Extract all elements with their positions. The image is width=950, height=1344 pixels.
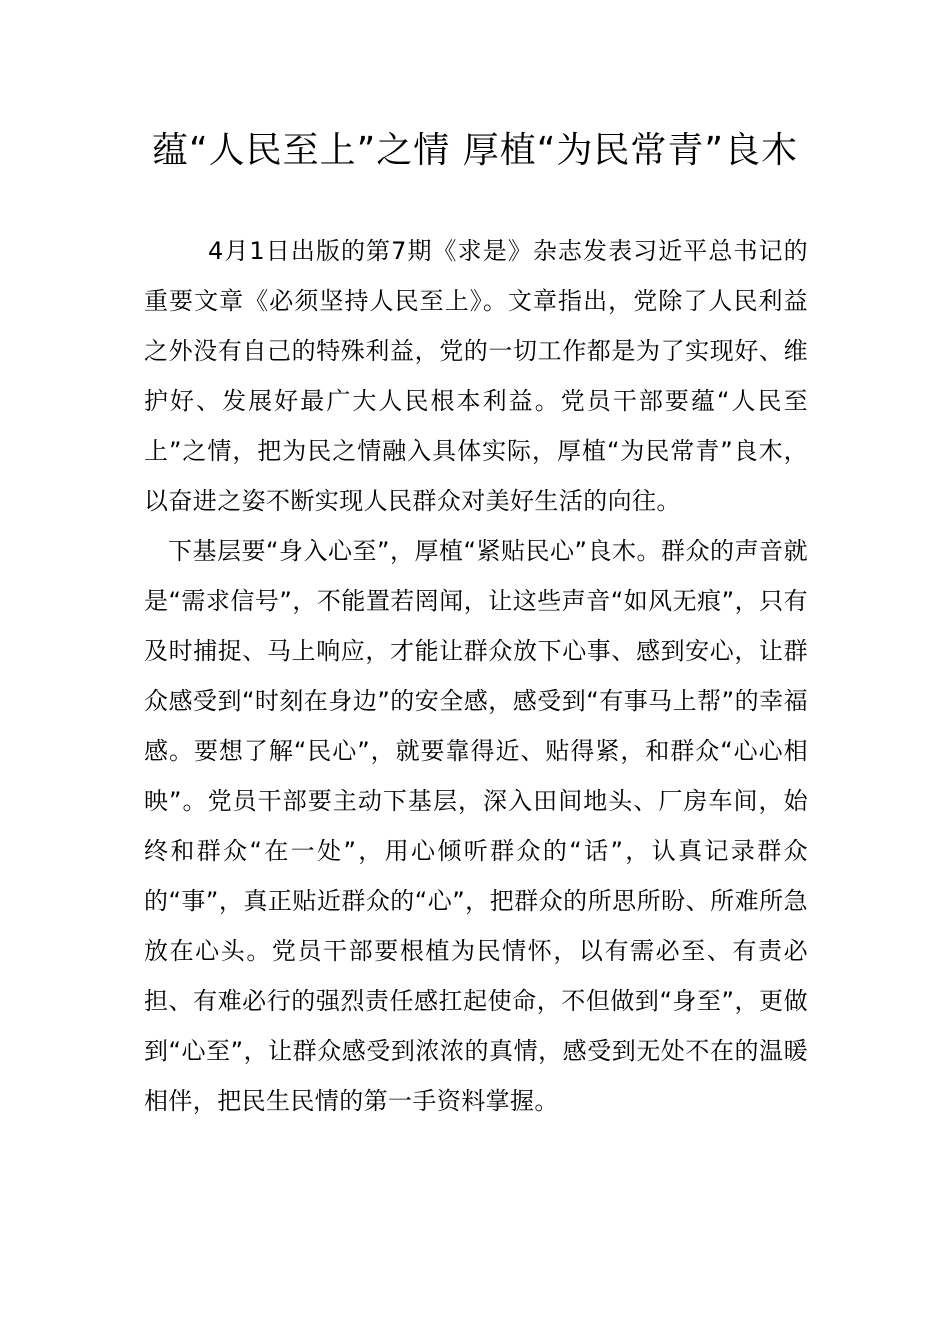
document-body	[144, 226, 808, 1126]
paragraph-intro: 4月1日出版的第7期《求是》杂志发表习近平总书记的重要文章《必须坚持人民至上》。文章指出，党除了人民利益之外没有自己的特殊利益，党的一切工作都是为了实现好、维护好、发展好最广大人民根本利益。党员干部要蕴“人民至上”之情，把为民之情融入具体实际，厚植“为民常青”良木，以奋进之姿不断实现人民群众对美好生活的向往。	[144, 237, 808, 515]
paragraph-grassroots: 下基层要“身入心至”，厚植“紧贴民心”良木。群众的声音就是“需求信号”，不能置若罔闻，让这些声音“如风无痕”，只有及时捕捉、马上响应，才能让群众放下心事、感到安心，让群众感受到“时刻在身边”的安全感，感受到“有事马上帮”的幸福感。要想了解“民心”，就要靠得近、贴得紧，和群众“心心相映”。党员干部要主动下基层，深入田间地头、厂房车间，始终和群众“在一处”，用心倾听群众的“话”，认真记录群众的“事”，真正贴近群众的“心”，把群众的所思所盼、所难所急放在心头。党员干部要根植为民情怀，以有需必至、有责必担、有难必行的强烈责任感扛起使命，不但做到“身至”，更做到“心至”，让群众感受到浓浓的真情，感受到无处不在的温暖相伴，把民生民情的第一手资料掌握。	[144, 537, 808, 1115]
document-title: 蕴“人民至上”之情 厚植“为民常青”良木	[151, 130, 799, 171]
